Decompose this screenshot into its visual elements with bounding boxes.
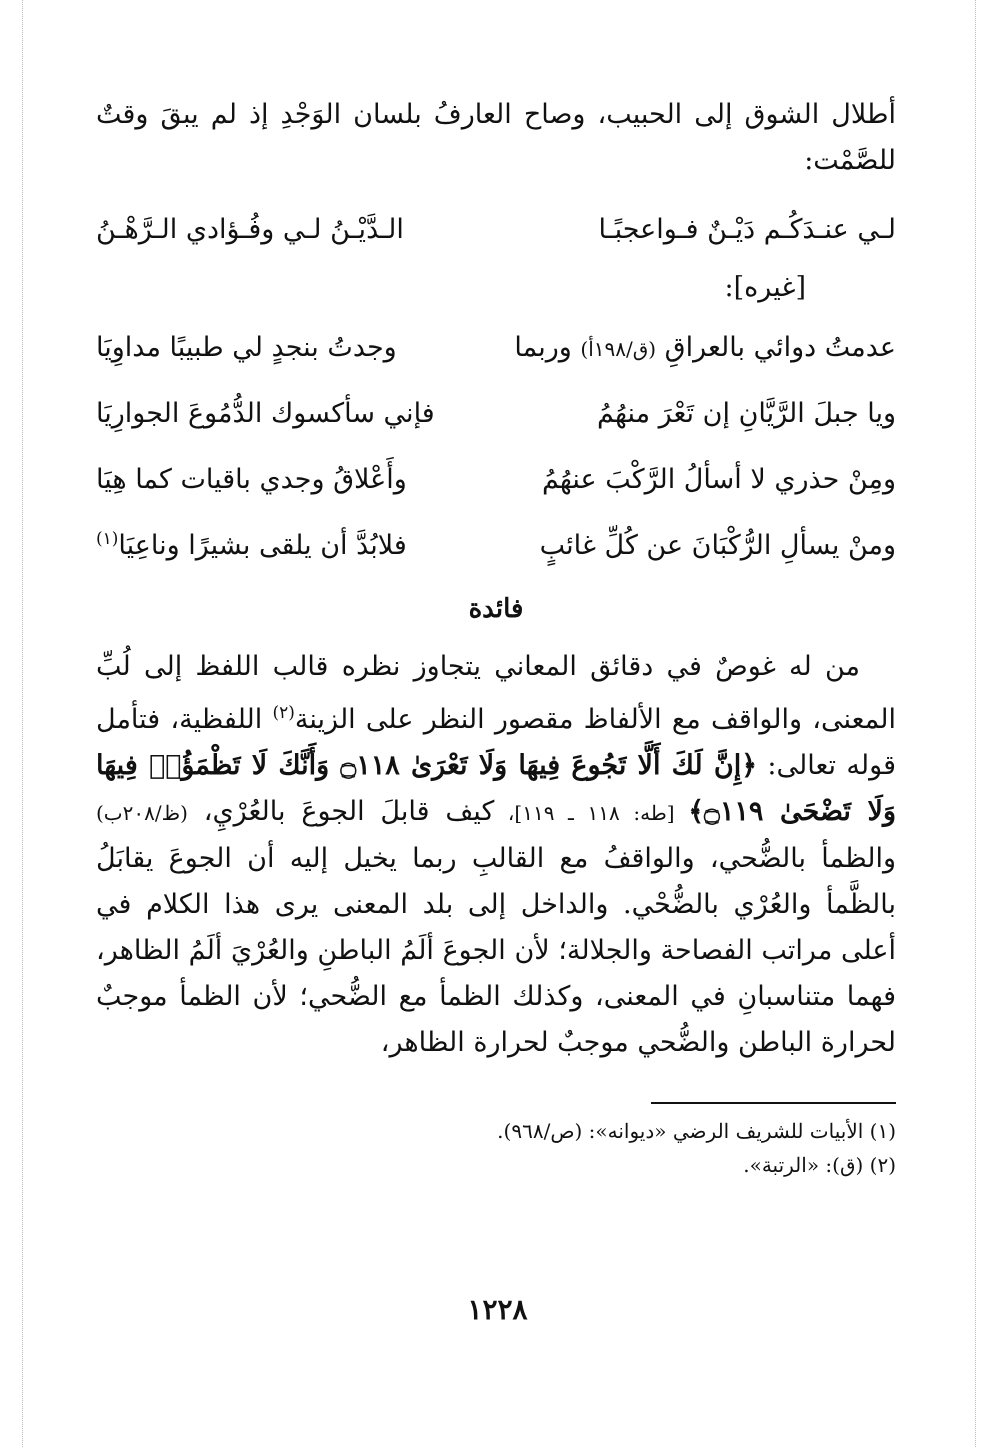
- verse-line: [96, 512, 896, 578]
- verse-first-hemistich: عدمتُ دوائي بالعراقِ (ق/١٩٨أ) وربما: [514, 331, 896, 363]
- verse-line: [96, 380, 896, 446]
- verse-line: [96, 446, 896, 512]
- scan-margin-line-right: [975, 0, 976, 1447]
- manuscript-ref: (ق/١٩٨أ): [580, 336, 657, 361]
- scan-margin-line-left: [22, 0, 23, 1447]
- footnote-2: (٢) (ق): «الرتبة».: [743, 1153, 896, 1177]
- verse-first-hemistich: ويا جبلَ الرَّيَّانِ إن تَعْرَ منهُمُ: [597, 397, 896, 429]
- other-poet-label: [غيره]:: [724, 272, 806, 303]
- verse-first-hemistich: ومِنْ حذري لا أسألُ الرَّكْبَ عنهُمُ: [541, 463, 896, 495]
- footnote-separator: [651, 1102, 896, 1104]
- page-number: ١٢٢٨: [467, 1293, 528, 1326]
- verse-second-hemistich: وجدتُ بنجدٍ لي طبيبًا مداوِيَا: [96, 331, 397, 363]
- footnote-1: (١) الأبيات للشريف الرضي «ديوانه»: (ص/٩٦٨).: [497, 1119, 896, 1143]
- verse-second-hemistich: فإني سأكسوك الدُّمُوعَ الجوارِيَا: [96, 397, 435, 429]
- section-heading: فائدة: [468, 594, 524, 624]
- verse-line: [96, 314, 896, 380]
- footnote-marker: (١): [96, 529, 119, 549]
- verse-line: [96, 196, 896, 262]
- verse-second-hemistich: فلابُدَّ أن يلقى بشيرًا وناعِيَا$^{(١)}$: [96, 529, 407, 561]
- manuscript-ref: (ظ/٢٠٨ب): [96, 801, 188, 825]
- book-page: [96, 92, 896, 1422]
- verse-first-hemistich: ومنْ يسألِ الرُّكْبَانَ عن كُلِّ غائبٍ: [539, 529, 896, 561]
- surah-ref: [طه: ١١٨ ـ ١١٩]،: [494, 801, 689, 825]
- verse-first-hemistich: لـي عنـدَكُـم دَيْـنٌ فـواعجبًـا: [598, 213, 896, 245]
- verse-second-hemistich: وأَعْلاقُ وجدي باقيات كما هِيَا: [96, 463, 407, 495]
- main-paragraph: من له غوصٌ في دقائق المعاني يتجاوز نظره قالب اللفظ إلى لُبِّ المعنى، والواقف مع الألفاظ مقصور النظر على الزينة$^{(٢)}$ اللفظية، فتأمل قوله تعالى: ﴿إِنَّ لَكَ أَلَّا تَجُوعَ فِيهَا وَلَا تَعْرَىٰ ۝١١٨ وَأَنَّكَ لَا تَظْمَؤُا۟ فِيهَا وَلَا تَضْحَىٰ ۝١١٩﴾ [طه: ١١٨ ـ ١١٩]، كيف قابلَ الجوعَ بالعُرْيِ، (ظ/٢٠٨ب) والظمأ بالضُّحي، والواقفُ مع القالبِ ربما يخيل إليه أن الجوعَ يقابَلُ بالظَّمأ والعُرْي بالضُّحْي. والداخل إلى بلد المعنى يرى هذا الكلام في أعلى مراتب الفصاحة والجلالة؛ لأن الجوعَ ألَمُ الباطنِ والعُرْيَ ألَمُ الظاهر، فهما متناسبانِ في المعنى، وكذلك الظمأ مع الضُّحي؛ لأن الظمأ موجبٌ لحرارة الباطن والضُّحي موجبٌ لحرارة الظاهر،: [96, 651, 897, 1058]
- verse-second-hemistich: الـدَّيْـنُ لـي وفُـؤادي الـرَّهْـنُ: [96, 213, 404, 245]
- footnote-marker: (٢): [272, 703, 295, 723]
- quran-quote: ﴿إِنَّ لَكَ أَلَّا تَجُوعَ فِيهَا وَلَا تَعْرَىٰ ۝١١٨ وَأَنَّكَ لَا تَظْمَؤُا۟ فِيهَا وَلَا تَضْحَىٰ ۝١١٩﴾: [96, 750, 896, 827]
- opening-paragraph: أطلال الشوق إلى الحبيب، وصاح العارفُ بلسان الوَجْدِ إذ لم يبقَ وقتٌ للصَّمْت:: [96, 99, 896, 176]
